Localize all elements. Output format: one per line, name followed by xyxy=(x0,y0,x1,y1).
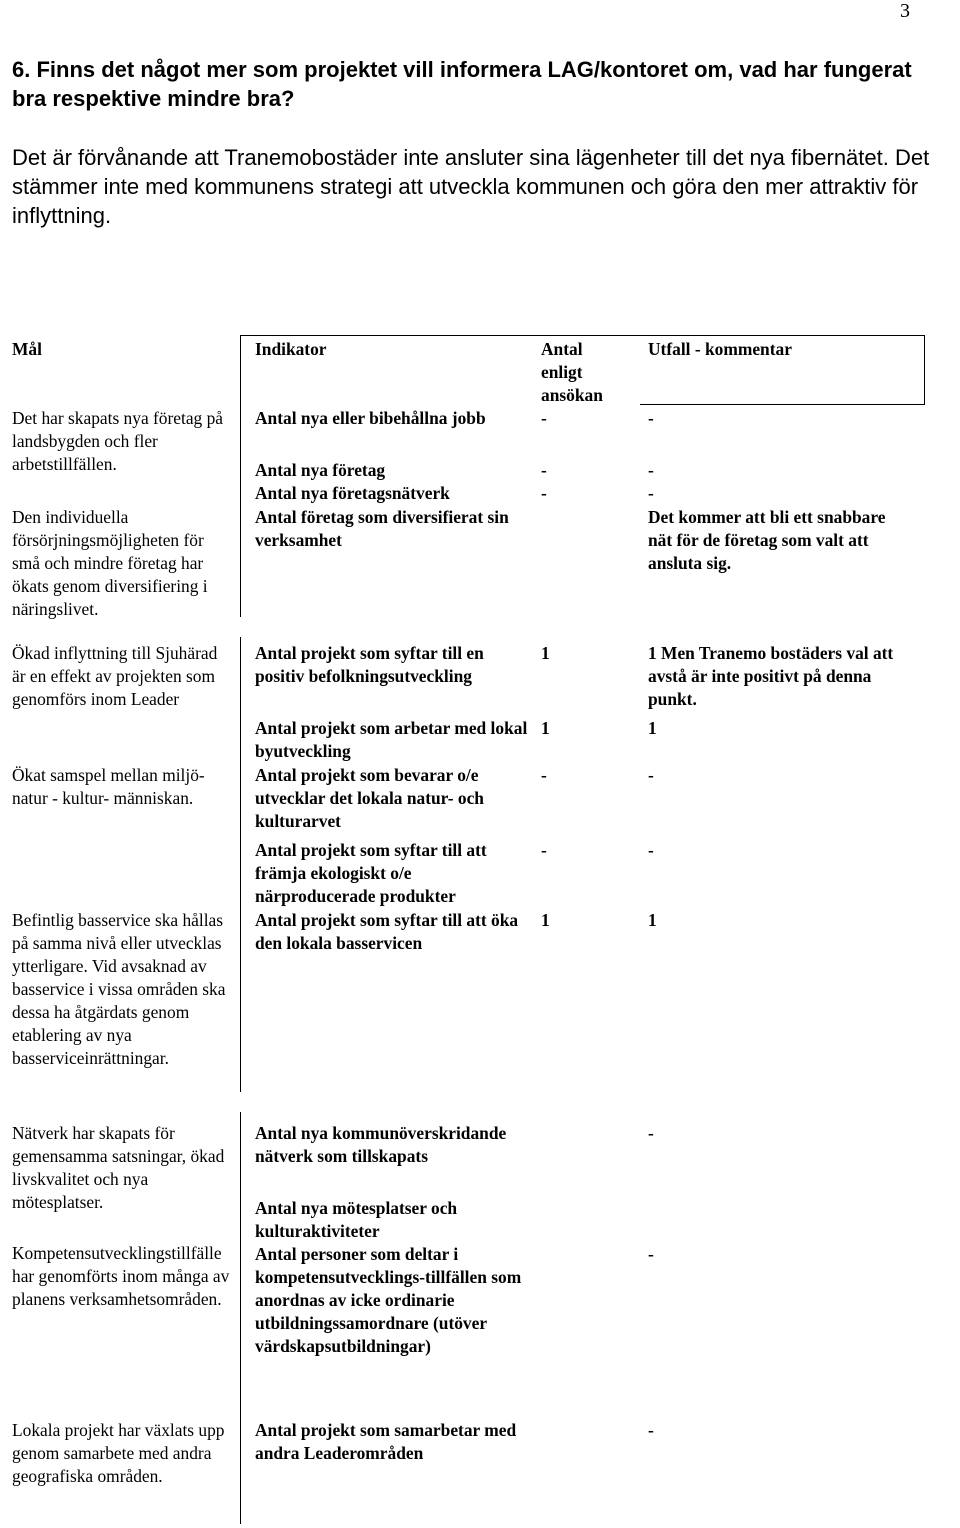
utfall-cell: 1 xyxy=(648,910,657,930)
antal-cell: 1 xyxy=(541,718,550,738)
utfall-cell: Det kommer att bli ett snabbare nät för de företag som valt att ansluta sig. xyxy=(648,507,886,573)
utfall-cell: - xyxy=(648,460,654,480)
antal-cell: - xyxy=(541,840,547,860)
antal-cell: - xyxy=(541,765,547,785)
indicator-cell: Antal nya eller bibehållna jobb xyxy=(255,408,486,428)
antal-cell: 1 xyxy=(541,910,550,930)
utfall-cell: - xyxy=(648,1123,654,1143)
indicator-cell: Antal projekt som syftar till att öka den lokala basservicen xyxy=(255,910,519,953)
indicator-cell: Antal projekt som bevarar o/e utvecklar det lokala natur- och kulturarvet xyxy=(255,765,484,831)
goal-cell: Det har skapats nya företag på landsbygden och fler arbetstillfällen. xyxy=(12,408,224,474)
utfall-cell: - xyxy=(648,408,654,428)
header-antal: Antal enligt ansökan xyxy=(541,339,603,405)
goal-cell: Ökad inflyttning till Sjuhärad är en effekt av projekten som genomförs inom Leader xyxy=(12,643,218,709)
utfall-cell: - xyxy=(648,840,654,860)
indicator-cell: Antal företag som diversifierat sin verksamhet xyxy=(255,507,509,550)
utfall-cell: 1 xyxy=(648,718,657,738)
question-heading: 6. Finns det något mer som projektet vill informera LAG/kontoret om, vad har fungerat bra respektive mindre bra? xyxy=(12,57,912,111)
indicator-cell: Antal nya mötesplatser och kulturaktiviteter xyxy=(255,1198,458,1241)
header-utfall: Utfall - kommentar xyxy=(648,339,792,359)
utfall-cell: - xyxy=(648,1420,654,1440)
utfall-cell: - xyxy=(648,765,654,785)
goal-cell: Lokala projekt har växlats upp genom samarbete med andra geografiska områden. xyxy=(12,1420,225,1486)
indicator-cell: Antal projekt som arbetar med lokal byutveckling xyxy=(255,718,528,761)
utfall-cell: - xyxy=(648,1244,654,1264)
indicator-cell: Antal nya kommunöverskridande nätverk som tillskapats xyxy=(255,1123,507,1166)
utfall-cell: - xyxy=(648,483,654,503)
question-answer: Det är förvånande att Tranemobostäder inte ansluter sina lägenheter till det nya fibernätet. Det stämmer inte med kommunens strategi att utveckla kommunen och göra den mer attraktiv för inflyttning. xyxy=(12,145,930,228)
antal-cell: - xyxy=(541,483,547,503)
goal-cell: Den individuella försörjningsmöjligheten för små och mindre företag har ökats genom diversifiering i näringslivet. xyxy=(12,507,208,619)
header-mal: Mål xyxy=(12,339,42,359)
indicator-cell: Antal nya företag xyxy=(255,460,386,480)
antal-cell: 1 xyxy=(541,643,550,663)
goal-cell: Ökat samspel mellan miljö-natur - kultur- människan. xyxy=(12,765,205,808)
indicator-cell: Antal personer som deltar i kompetensutvecklings-tillfällen som anordnas av icke ordinarie utbildningssamordnare (utöver värdskapsutbildningar) xyxy=(255,1244,522,1356)
header-indikator: Indikator xyxy=(255,339,327,359)
indicator-cell: Antal projekt som syftar till en positiv befolkningsutveckling xyxy=(255,643,484,686)
antal-cell: - xyxy=(541,408,547,428)
goal-cell: Nätverk har skapats för gemensamma satsningar, ökad livskvalitet och nya mötesplatser. xyxy=(12,1123,225,1212)
utfall-cell: 1 Men Tranemo bostäders val att avstå är inte positivt på denna punkt. xyxy=(648,643,894,709)
antal-cell: - xyxy=(541,460,547,480)
page-number: 3 xyxy=(900,0,910,22)
goal-cell: Befintlig basservice ska hållas på samma nivå eller utvecklas ytterligare. Vid avsaknad av basservice i vissa områden ska dessa ha åtgärdats genom etablering av nya basserviceinrättningar. xyxy=(12,910,226,1068)
indicator-cell: Antal nya företagsnätverk xyxy=(255,483,450,503)
goal-cell: Kompetensutvecklingstillfälle har genomförts inom många av planens verksamhetsområden. xyxy=(12,1243,230,1309)
indicator-cell: Antal projekt som samarbetar med andra Leaderområden xyxy=(255,1420,517,1463)
indicator-cell: Antal projekt som syftar till att främja ekologiskt o/e närproducerade produkter xyxy=(255,840,487,906)
